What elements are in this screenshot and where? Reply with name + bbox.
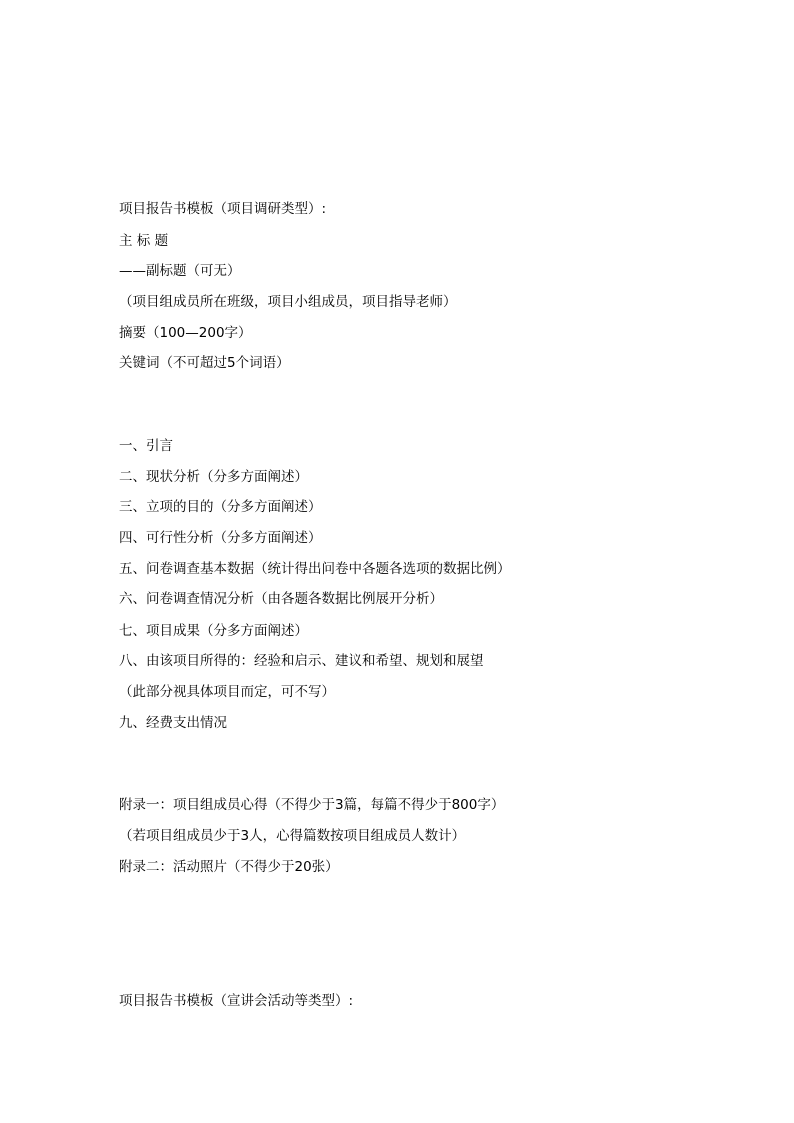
members-line: （项目组成员所在班级，项目小组成员，项目指导老师） [119,294,457,310]
appendix-1-note: （若项目组成员少于3人，心得篇数按项目组成员人数计） [119,828,466,844]
outline-item-4: 四、可行性分析（分多方面阐述） [119,530,322,546]
outline-item-1: 一、引言 [119,438,173,454]
appendix-1: 附录一：项目组成员心得（不得少于3篇，每篇不得少于800字） [119,797,505,813]
outline-item-9: 九、经费支出情况 [119,715,227,731]
outline-item-3: 三、立项的目的（分多方面阐述） [119,499,322,515]
outline-item-2: 二、现状分析（分多方面阐述） [119,469,308,485]
subtitle-placeholder: ——副标题（可无） [119,263,241,279]
abstract-line: 摘要（100—200字） [119,325,252,341]
main-title-placeholder: 主 标 题 [119,233,169,249]
outline-item-8: 八、由该项目所得的：经验和启示、建议和希望、规划和展望 [119,653,484,669]
outline-item-8-note: （此部分视具体项目而定，可不写） [119,684,335,700]
section1-heading: 项目报告书模板（项目调研类型）: [119,201,327,217]
section2-heading: 项目报告书模板（宣讲会活动等类型）: [119,993,354,1009]
outline-item-6: 六、问卷调查情况分析（由各题各数据比例展开分析） [119,591,443,607]
outline-item-5: 五、问卷调查基本数据（统计得出问卷中各题各选项的数据比例） [119,561,511,577]
keywords-line: 关键词（不可超过5个词语） [119,355,290,371]
appendix-2: 附录二：活动照片（不得少于20张） [119,859,339,875]
outline-item-7: 七、项目成果（分多方面阐述） [119,623,308,639]
